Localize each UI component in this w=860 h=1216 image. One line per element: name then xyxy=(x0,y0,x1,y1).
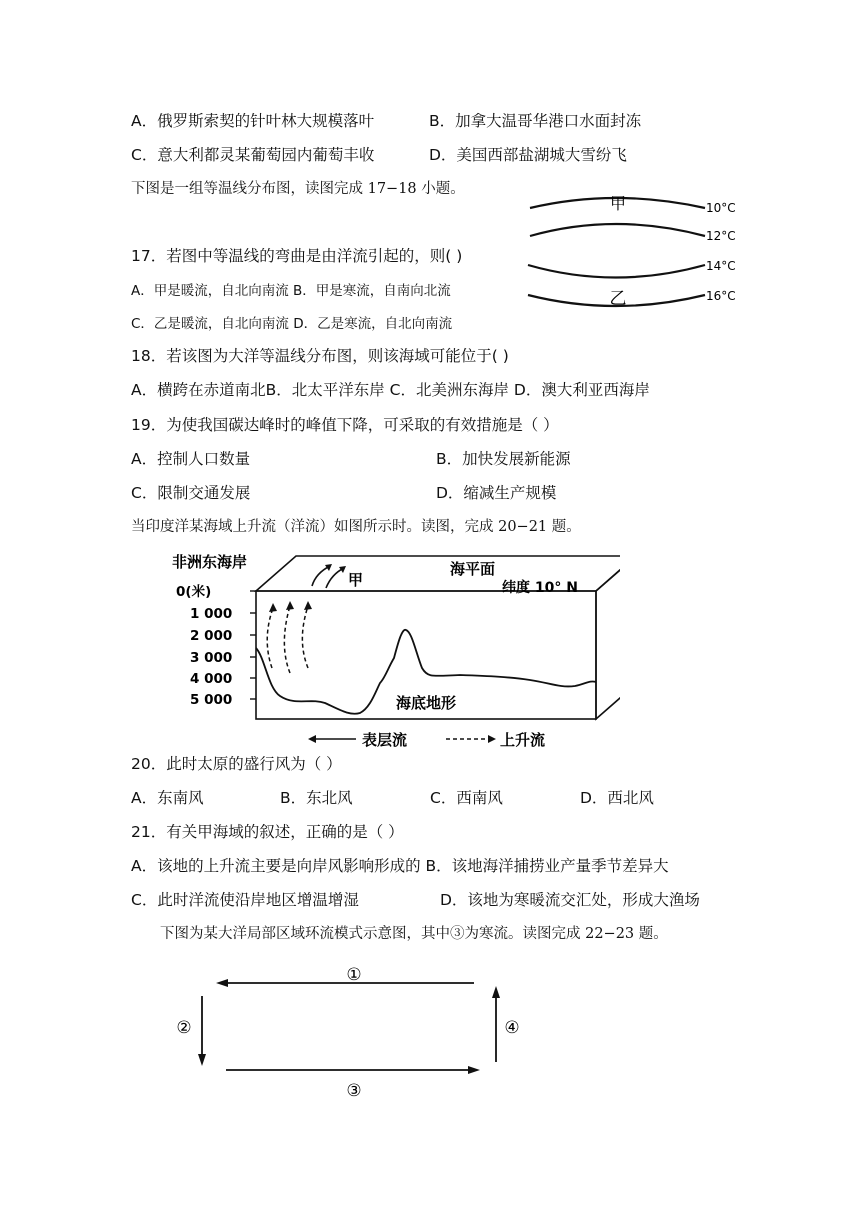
depth-label-5000: 5 000 xyxy=(190,692,233,708)
q18-stem: 18．若该图为大洋等温线分布图，则该海域可能位于( ) xyxy=(131,347,509,365)
q18-options: A．横跨在赤道南北B．北太平洋东岸 C．北美洲东海岸 D．澳大利亚西海岸 xyxy=(131,381,650,399)
isotherm-label-14: 14°C xyxy=(706,259,736,273)
legend-surface-label: 表层流 xyxy=(362,731,408,749)
q16-option-d: D．美国西部盐湖城大雪纷飞 xyxy=(429,146,627,164)
current-4-arrowhead xyxy=(492,986,500,998)
current-1-arrowhead xyxy=(216,979,228,987)
depth-label-0: 0(米) xyxy=(176,584,212,600)
label-2: ② xyxy=(176,1018,192,1038)
q20-option-c: C．西南风 xyxy=(430,789,503,807)
q20-option-d: D．西北风 xyxy=(580,789,654,807)
depth-label-1000: 1 000 xyxy=(190,606,233,622)
surface-arrow xyxy=(326,568,344,588)
q16-option-a: A．俄罗斯索契的针叶林大规模落叶 xyxy=(131,112,375,130)
surface-arrow xyxy=(312,566,330,586)
isotherm-label-10: 10°C xyxy=(706,201,736,215)
q21-options-ab: A．该地的上升流主要是向岸风影响形成的 B．该地海洋捕捞业产量季节差异大 xyxy=(131,857,669,875)
depth-ticks xyxy=(250,591,256,699)
q19-option-d: D．缩减生产规模 xyxy=(436,484,557,502)
circulation-figure xyxy=(160,958,540,1108)
intro-22-23: 下图为某大洋局部区域环流模式示意图，其中③为寒流。读图完成 22−23 题。 xyxy=(160,926,668,942)
q20-option-a: A．东南风 xyxy=(131,789,204,807)
isotherm-label-16: 16°C xyxy=(706,289,736,303)
q17-options-cd: C．乙是暖流，自北向南流 D．乙是寒流，自北向南流 xyxy=(131,316,453,332)
depth-label-3000: 3 000 xyxy=(190,650,233,666)
block-side-face xyxy=(596,556,620,719)
upwelling-arrow xyxy=(302,606,308,668)
isotherm-figure xyxy=(520,190,750,315)
legend-upwelling-arrowhead xyxy=(488,735,496,743)
label-3: ③ xyxy=(346,1081,362,1101)
current-3-arrowhead xyxy=(468,1066,480,1074)
q19-option-c: C．限制交通发展 xyxy=(131,484,251,502)
q21-option-d: D．该地为寒暖流交汇处，形成大渔场 xyxy=(440,891,700,909)
upwelling-arrow xyxy=(267,608,273,668)
upwelling-arrow xyxy=(284,606,290,673)
q19-option-b: B．加快发展新能源 xyxy=(436,450,571,468)
seabed-label: 海底地形 xyxy=(396,694,457,712)
isotherm-14 xyxy=(528,265,705,278)
arrow-heads xyxy=(269,564,346,612)
coast-label: 非洲东海岸 xyxy=(172,553,248,571)
sea-level-label: 海平面 xyxy=(450,560,496,578)
q21-stem: 21．有关甲海域的叙述，正确的是（ ） xyxy=(131,823,404,841)
q17-options-ab: A．甲是暖流，自北向南流 B．甲是寒流，自南向北流 xyxy=(131,283,451,299)
legend-upwelling-label: 上升流 xyxy=(500,731,546,749)
q19-stem: 19．为使我国碳达峰时的峰值下降，可采取的有效措施是（ ） xyxy=(131,416,559,434)
intro-17-18: 下图是一组等温线分布图，读图完成 17−18 小题。 xyxy=(131,181,465,197)
latitude-label: 纬度 10° N xyxy=(502,580,578,596)
q16-option-b: B．加拿大温哥华港口水面封冻 xyxy=(429,112,642,130)
label-jia: 甲 xyxy=(609,194,627,213)
upwelling-arrows xyxy=(267,606,308,673)
jia-label: 甲 xyxy=(348,571,364,589)
depth-label-4000: 4 000 xyxy=(190,671,233,687)
q21-option-c: C．此时洋流使沿岸地区增温增湿 xyxy=(131,891,359,909)
label-1: ① xyxy=(346,965,362,985)
q16-option-c: C．意大利都灵某葡萄园内葡萄丰收 xyxy=(131,146,375,164)
upwelling-figure xyxy=(160,548,620,753)
label-yi: 乙 xyxy=(609,289,627,309)
q20-stem: 20．此时太原的盛行风为（ ） xyxy=(131,755,342,773)
intro-20-21: 当印度洋某海域上升流（洋流）如图所示时。读图，完成 20−21 题。 xyxy=(131,519,581,535)
circulation-arrowheads xyxy=(198,979,500,1074)
q17-stem: 17．若图中等温线的弯曲是由洋流引起的，则( ) xyxy=(131,247,463,265)
depth-label-2000: 2 000 xyxy=(190,628,233,644)
isotherm-label-12: 12°C xyxy=(706,229,736,243)
label-4: ④ xyxy=(504,1018,520,1038)
current-2-arrowhead xyxy=(198,1054,206,1066)
isotherm-12 xyxy=(530,224,705,236)
legend-surface-arrowhead xyxy=(308,735,316,743)
q19-option-a: A．控制人口数量 xyxy=(131,450,251,468)
q20-option-b: B．东北风 xyxy=(280,789,353,807)
